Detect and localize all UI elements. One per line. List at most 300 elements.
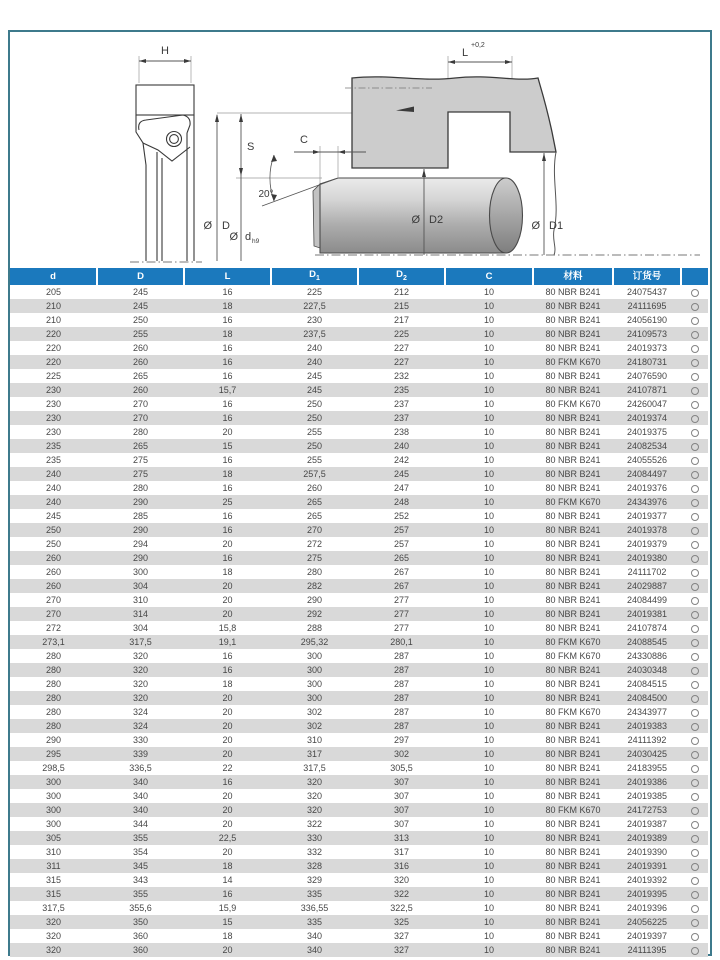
cell-L: 15,7 [218, 384, 237, 395]
cell-D2: 313 [393, 832, 410, 843]
cell-d: 280 [45, 706, 62, 717]
cell-C: 10 [483, 342, 494, 353]
cell-C: 10 [483, 678, 494, 689]
cell-L: 20 [222, 720, 233, 731]
cell-D1: 300 [306, 692, 323, 703]
cell-L: 18 [222, 930, 233, 941]
cell-order-no: 24055526 [626, 454, 668, 465]
cell-D2: 320 [393, 874, 410, 885]
table-row [10, 775, 708, 789]
cell-material: 80 FKM K670 [545, 398, 601, 409]
availability-circle-icon [691, 387, 699, 395]
cell-availability [681, 383, 708, 397]
cell-L: 18 [222, 300, 233, 311]
cell-C: 10 [483, 916, 494, 927]
cell-availability [681, 369, 708, 383]
table-row [10, 327, 708, 341]
cell-availability [681, 341, 708, 355]
cell-D2: 316 [393, 860, 410, 871]
cell-D2: 277 [393, 594, 410, 605]
cell-D: 344 [132, 818, 149, 829]
cell-L: 20 [222, 804, 233, 815]
availability-circle-icon [691, 849, 699, 857]
size-table-container [10, 268, 708, 957]
cell-D1: 302 [306, 706, 323, 717]
availability-circle-icon [691, 863, 699, 871]
cell-d: 230 [45, 426, 62, 437]
cell-order-no: 24172753 [626, 804, 668, 815]
cell-availability [681, 649, 708, 663]
table-row [10, 677, 708, 691]
cell-D1: 340 [306, 930, 323, 941]
cell-C: 10 [483, 524, 494, 535]
cell-material: 80 FKM K670 [545, 706, 601, 717]
cell-order-no: 24084515 [626, 678, 668, 689]
cell-D: 304 [132, 622, 149, 633]
table-row [10, 663, 708, 677]
cell-availability [681, 915, 708, 929]
cell-C: 10 [483, 874, 494, 885]
cell-D1: 250 [306, 440, 323, 451]
cell-D2: 232 [393, 370, 410, 381]
availability-circle-icon [691, 555, 699, 563]
availability-circle-icon [691, 933, 699, 941]
availability-circle-icon [691, 317, 699, 325]
cell-D2: 252 [393, 510, 410, 521]
cell-D: 354 [132, 846, 149, 857]
table-row [10, 579, 708, 593]
availability-circle-icon [691, 359, 699, 367]
table-row [10, 887, 708, 901]
cell-C: 10 [483, 692, 494, 703]
cell-L: 18 [222, 860, 233, 871]
cell-D1: 300 [306, 664, 323, 675]
cell-L: 16 [222, 398, 233, 409]
cell-material: 80 NBR B241 [545, 860, 601, 871]
cell-C: 10 [483, 776, 494, 787]
availability-circle-icon [691, 807, 699, 815]
cell-availability [681, 285, 708, 299]
cell-D2: 227 [393, 342, 410, 353]
cell-L: 16 [222, 664, 233, 675]
availability-circle-icon [691, 695, 699, 703]
cell-D: 270 [132, 398, 149, 409]
cell-order-no: 24107871 [626, 384, 668, 395]
cell-D2: 297 [393, 734, 410, 745]
availability-circle-icon [691, 611, 699, 619]
cell-L: 20 [222, 594, 233, 605]
cell-availability [681, 663, 708, 677]
table-row [10, 397, 708, 411]
cell-C: 10 [483, 412, 494, 423]
cell-availability [681, 677, 708, 691]
cell-D1: 330 [306, 832, 323, 843]
seal-technical-drawing [10, 32, 708, 266]
cell-L: 16 [222, 482, 233, 493]
table-row [10, 845, 708, 859]
availability-circle-icon [691, 527, 699, 535]
column-header-C: C [445, 268, 533, 285]
cell-D: 360 [132, 930, 149, 941]
cell-L: 16 [222, 888, 233, 899]
cell-C: 10 [483, 440, 494, 451]
cell-d: 311 [46, 860, 61, 871]
cell-D: 280 [132, 426, 149, 437]
cell-order-no: 24111395 [627, 944, 667, 955]
table-row [10, 565, 708, 579]
cell-D2: 280,1 [390, 636, 413, 647]
cell-L: 20 [222, 748, 233, 759]
cell-D2: 307 [393, 804, 410, 815]
cell-d: 205 [45, 286, 62, 297]
availability-circle-icon [691, 597, 699, 605]
cell-order-no: 24019377 [626, 510, 668, 521]
cell-D2: 322,5 [390, 902, 413, 913]
cell-material: 80 NBR B241 [545, 944, 601, 955]
cell-C: 10 [483, 720, 494, 731]
cell-D2: 327 [393, 944, 410, 955]
cell-D: 320 [132, 664, 149, 675]
cell-D: 280 [132, 482, 149, 493]
dia-symbol-D2: Ø [411, 214, 420, 226]
cell-order-no: 24019375 [626, 426, 668, 437]
cell-C: 10 [483, 468, 494, 479]
availability-circle-icon [691, 905, 699, 913]
cell-L: 16 [222, 776, 233, 787]
dia-symbol-D1: Ø [531, 220, 540, 232]
cell-D1: 335 [306, 888, 323, 899]
cell-d: 250 [45, 524, 62, 535]
table-row [10, 495, 708, 509]
cell-availability [681, 579, 708, 593]
cell-order-no: 24111392 [627, 734, 667, 745]
cell-D1: 275 [306, 552, 323, 563]
availability-circle-icon [691, 947, 699, 955]
cell-availability [681, 621, 708, 635]
cell-order-no: 24088545 [626, 636, 668, 647]
cell-D2: 240 [393, 440, 410, 451]
cell-L: 16 [222, 552, 233, 563]
cell-order-no: 24019395 [626, 888, 668, 899]
cell-d: 230 [45, 398, 62, 409]
availability-circle-icon [691, 345, 699, 353]
cell-L: 16 [222, 454, 233, 465]
cell-d: 260 [45, 552, 62, 563]
table-body [10, 285, 708, 957]
cell-C: 10 [483, 636, 494, 647]
column-header-d: d [10, 268, 97, 285]
table-row [10, 439, 708, 453]
cell-D: 320 [132, 692, 149, 703]
cell-D: 275 [132, 468, 149, 479]
cell-D2: 237 [393, 412, 410, 423]
cell-L: 18 [222, 328, 233, 339]
cell-d: 240 [45, 482, 62, 493]
cell-D1: 288 [306, 622, 323, 633]
cell-C: 10 [483, 510, 494, 521]
cell-D1: 320 [306, 804, 323, 815]
cell-D1: 300 [306, 650, 323, 661]
cell-D1: 250 [306, 412, 323, 423]
cell-material: 80 NBR B241 [545, 664, 601, 675]
cell-material: 80 NBR B241 [545, 748, 601, 759]
cell-D2: 302 [393, 748, 410, 759]
availability-circle-icon [691, 779, 699, 787]
cell-d: 300 [45, 776, 62, 787]
cell-L: 20 [222, 426, 233, 437]
cell-D2: 287 [393, 650, 410, 661]
cell-C: 10 [483, 944, 494, 955]
cell-D: 350 [132, 916, 149, 927]
cell-material: 80 NBR B241 [545, 622, 601, 633]
cell-D2: 277 [393, 622, 410, 633]
cell-d: 210 [45, 314, 62, 325]
cell-availability [681, 901, 708, 915]
cell-material: 80 NBR B241 [545, 678, 601, 689]
cell-C: 10 [483, 580, 494, 591]
cell-material: 80 NBR B241 [545, 524, 601, 535]
column-header-availability [681, 268, 708, 285]
cell-D: 324 [132, 720, 149, 731]
cell-order-no: 24084497 [626, 468, 668, 479]
cell-D2: 307 [393, 818, 410, 829]
availability-circle-icon [691, 541, 699, 549]
cell-order-no: 24111695 [627, 300, 667, 311]
table-row [10, 537, 708, 551]
availability-circle-icon [691, 639, 699, 647]
cell-D2: 245 [393, 468, 410, 479]
cell-D2: 265 [393, 552, 410, 563]
table-row [10, 901, 708, 915]
availability-circle-icon [691, 751, 699, 759]
cell-D: 270 [132, 412, 149, 423]
column-header-D: D [97, 268, 184, 285]
cell-material: 80 NBR B241 [545, 552, 601, 563]
cell-order-no: 24107874 [626, 622, 668, 633]
cell-d: 305 [45, 832, 62, 843]
availability-circle-icon [691, 709, 699, 717]
cell-availability [681, 467, 708, 481]
cell-D2: 242 [393, 454, 410, 465]
table-row [10, 929, 708, 943]
seal-cross-section [136, 85, 194, 261]
cell-L: 18 [222, 468, 233, 479]
cell-D: 265 [132, 370, 149, 381]
cell-D2: 257 [393, 524, 410, 535]
cell-L: 16 [222, 524, 233, 535]
cell-order-no: 24019381 [626, 608, 668, 619]
cell-D2: 227 [393, 356, 410, 367]
table-row [10, 705, 708, 719]
cell-material: 80 NBR B241 [545, 608, 601, 619]
cell-D: 265 [132, 440, 149, 451]
cell-d: 270 [45, 608, 62, 619]
cell-L: 20 [222, 538, 233, 549]
cell-material: 80 NBR B241 [545, 328, 601, 339]
cell-D2: 317 [393, 846, 410, 857]
cell-C: 10 [483, 314, 494, 325]
cell-D1: 317,5 [303, 762, 326, 773]
cell-order-no: 24075437 [626, 286, 668, 297]
cell-material: 80 NBR B241 [545, 342, 601, 353]
cell-availability [681, 551, 708, 565]
cell-material: 80 NBR B241 [545, 594, 601, 605]
cell-C: 10 [483, 566, 494, 577]
cell-order-no: 24029887 [626, 580, 668, 591]
cell-D1: 225 [306, 286, 323, 297]
table-row [10, 761, 708, 775]
cell-d: 280 [45, 664, 62, 675]
dim-label-D: D [222, 220, 230, 232]
table-row [10, 803, 708, 817]
cell-availability [681, 509, 708, 523]
table-row [10, 355, 708, 369]
availability-circle-icon [691, 667, 699, 675]
cell-D1: 257,5 [303, 468, 326, 479]
cell-material: 80 NBR B241 [545, 762, 601, 773]
availability-circle-icon [691, 401, 699, 409]
cell-material: 80 NBR B241 [545, 790, 601, 801]
table-row [10, 285, 708, 299]
cell-L: 20 [222, 790, 233, 801]
dim-label-S: S [247, 141, 255, 153]
column-header-订货号: 订货号 [613, 268, 681, 285]
cell-D2: 212 [393, 286, 410, 297]
cell-availability [681, 789, 708, 803]
cell-availability [681, 775, 708, 789]
cell-order-no: 24343976 [626, 496, 668, 507]
cell-material: 80 NBR B241 [545, 580, 601, 591]
cell-D: 300 [132, 566, 149, 577]
cell-D2: 238 [393, 426, 410, 437]
cell-D2: 225 [393, 328, 410, 339]
cell-material: 80 FKM K670 [545, 650, 601, 661]
cell-D2: 247 [393, 482, 410, 493]
cell-availability [681, 803, 708, 817]
table-row [10, 369, 708, 383]
availability-circle-icon [691, 415, 699, 423]
cell-C: 10 [483, 426, 494, 437]
cell-C: 10 [483, 804, 494, 815]
cell-availability [681, 929, 708, 943]
cell-availability [681, 831, 708, 845]
dim-label-C: C [300, 134, 308, 146]
cell-L: 16 [222, 286, 233, 297]
cell-C: 10 [483, 650, 494, 661]
cell-D2: 322 [393, 888, 410, 899]
cell-L: 20 [222, 944, 233, 955]
table-row [10, 481, 708, 495]
dia-symbol-d: Ø [229, 231, 238, 243]
table-row [10, 341, 708, 355]
cell-D1: 292 [306, 608, 323, 619]
availability-circle-icon [691, 919, 699, 927]
cell-d: 272 [45, 622, 62, 633]
cell-D: 336,5 [129, 762, 152, 773]
cell-C: 10 [483, 832, 494, 843]
cell-d: 310 [45, 846, 62, 857]
table-row [10, 817, 708, 831]
cell-L: 18 [222, 678, 233, 689]
cell-order-no: 24260047 [626, 398, 668, 409]
cell-D: 324 [132, 706, 149, 717]
cell-d: 295 [45, 748, 62, 759]
cell-C: 10 [483, 818, 494, 829]
availability-circle-icon [691, 793, 699, 801]
cell-D: 250 [132, 314, 149, 325]
table-row [10, 747, 708, 761]
cell-C: 10 [483, 482, 494, 493]
cell-L: 19,1 [218, 636, 237, 647]
cell-D: 355 [132, 888, 149, 899]
cell-D: 314 [132, 608, 149, 619]
cell-D1: 270 [306, 524, 323, 535]
cell-availability [681, 439, 708, 453]
cell-d: 315 [45, 874, 62, 885]
table-row [10, 383, 708, 397]
cell-C: 10 [483, 706, 494, 717]
cell-availability [681, 747, 708, 761]
table-row [10, 859, 708, 873]
cell-availability [681, 719, 708, 733]
cell-order-no: 24076590 [626, 370, 668, 381]
cell-d: 280 [45, 650, 62, 661]
cell-availability [681, 607, 708, 621]
availability-circle-icon [691, 877, 699, 885]
cell-order-no: 24111702 [627, 566, 667, 577]
cell-D2: 287 [393, 692, 410, 703]
table-row [10, 831, 708, 845]
cell-L: 20 [222, 846, 233, 857]
cell-order-no: 24330886 [626, 650, 668, 661]
cell-L: 25 [222, 496, 233, 507]
cell-material: 80 FKM K670 [545, 804, 601, 815]
availability-circle-icon [691, 471, 699, 479]
cell-D1: 310 [306, 734, 323, 745]
cell-material: 80 NBR B241 [545, 286, 601, 297]
cell-L: 14 [222, 874, 233, 885]
cell-D1: 245 [306, 384, 323, 395]
cell-material: 80 NBR B241 [545, 300, 601, 311]
cell-availability [681, 691, 708, 705]
cell-D1: 260 [306, 482, 323, 493]
cell-D1: 255 [306, 426, 323, 437]
cell-D: 260 [132, 384, 149, 395]
cell-order-no: 24019386 [626, 776, 668, 787]
cell-D: 255 [132, 328, 149, 339]
cell-order-no: 24343977 [626, 706, 668, 717]
cell-C: 10 [483, 454, 494, 465]
cell-d: 320 [45, 944, 62, 955]
cell-D1: 255 [306, 454, 323, 465]
availability-circle-icon [691, 891, 699, 899]
cell-material: 80 FKM K670 [545, 356, 601, 367]
cell-d: 300 [45, 790, 62, 801]
cell-material: 80 NBR B241 [545, 566, 601, 577]
cell-availability [681, 411, 708, 425]
cell-D: 330 [132, 734, 149, 745]
cell-C: 10 [483, 734, 494, 745]
cell-availability [681, 481, 708, 495]
cell-L: 22 [222, 762, 233, 773]
cell-availability [681, 635, 708, 649]
table-row [10, 411, 708, 425]
table-row [10, 649, 708, 663]
cell-order-no: 24019391 [626, 860, 668, 871]
cell-D: 320 [132, 678, 149, 689]
cell-D1: 332 [306, 846, 323, 857]
cell-availability [681, 845, 708, 859]
